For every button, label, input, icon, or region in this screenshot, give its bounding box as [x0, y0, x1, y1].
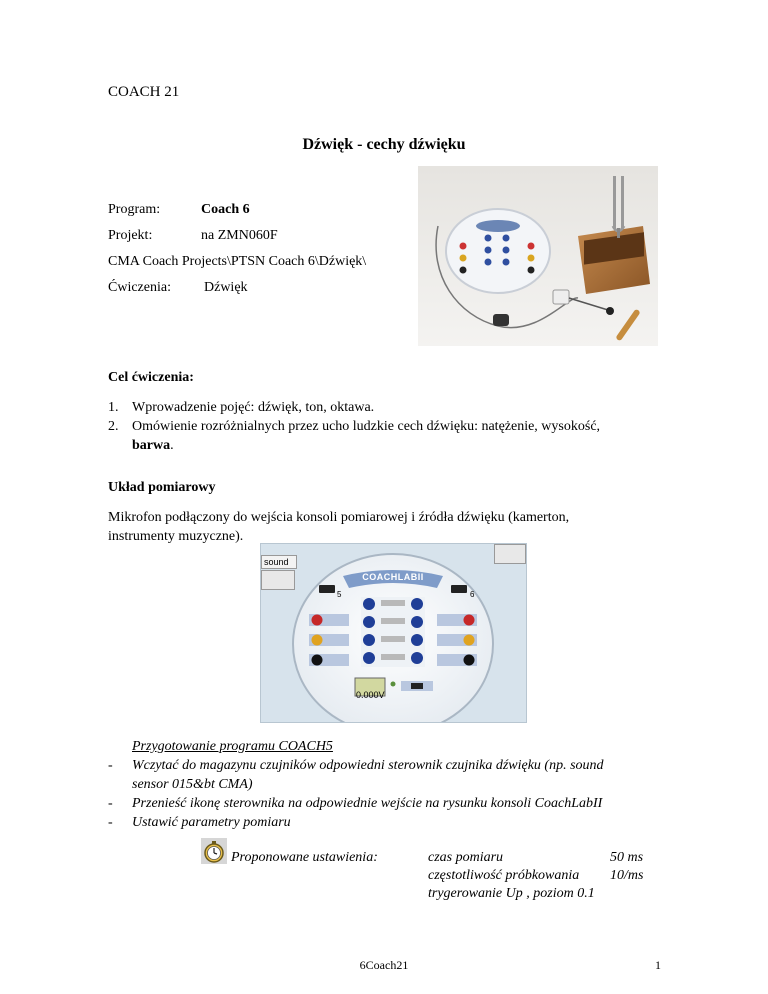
project-label: Projekt: — [108, 228, 153, 243]
exercises-label: Ćwiczenia: — [108, 280, 171, 295]
goal-item-1: Wprowadzenie pojęć: dźwięk, ton, oktawa. — [132, 400, 375, 415]
port-6-label: 6 — [470, 590, 475, 599]
page-number: 1 — [655, 958, 661, 972]
measure-time-label: czas pomiaru — [428, 850, 504, 865]
setup-desc-line1: Mikrofon podłączony do wejścia konsoli pomiarowej i źródła dźwięku (kamerton, — [108, 510, 570, 525]
prep-bullet-3: Ustawić parametry pomiaru — [132, 815, 291, 830]
footer-filename: 6Coach21 — [359, 958, 409, 972]
sensor-slot-empty-left[interactable] — [261, 570, 295, 590]
sampling-label: częstotliwość próbkowania — [428, 868, 580, 883]
goal-item-1-num: 1. — [108, 400, 119, 415]
goal-item-2: Omówienie rozróżnialnych przez ucho ludzkie cech dźwięku: natężenie, wysokość, — [132, 419, 601, 434]
equipment-photo — [418, 166, 658, 346]
goal-item-2-cont — [132, 438, 174, 454]
prep-bullet-1-cont: sensor 015&bt CMA) — [132, 777, 253, 792]
sampling-value: 10/ms — [610, 868, 644, 883]
goal-item-2-num: 2. — [108, 419, 119, 434]
goal-item-2-cont-bold: barwa — [132, 438, 171, 453]
course-code: COACH 21 — [108, 84, 180, 100]
sensor-slot-label: sound — [261, 555, 297, 569]
stopwatch-icon — [201, 838, 227, 864]
coachlab-console-figure — [260, 543, 527, 723]
program-label: Program: — [108, 202, 161, 217]
project-value: na ZMN060F — [201, 228, 278, 243]
goal-item-2-cont-end: . — [170, 438, 174, 453]
setup-heading: Układ pomiarowy — [108, 480, 216, 495]
console-drawing — [261, 544, 526, 722]
setup-desc-line2: instrumenty muzyczne). — [108, 529, 244, 544]
prep-bullet-2-dash: - — [108, 796, 113, 811]
prep-heading: Przygotowanie programu COACH5 — [132, 739, 333, 754]
page-title: Dźwięk - cechy dźwięku — [302, 136, 466, 153]
trigger-setting: trygerowanie Up , poziom 0.1 — [428, 886, 595, 901]
program-value: Coach 6 — [201, 202, 250, 217]
measure-time-value: 50 ms — [610, 850, 644, 865]
settings-label: Proponowane ustawienia: — [231, 850, 378, 865]
console-logo: COACHLABII — [362, 572, 424, 582]
prep-bullet-1: Wczytać do magazynu czujników odpowiedni sterownik czujnika dźwięku (np. sound — [132, 758, 604, 773]
prep-bullet-2: Przenieść ikonę sterownika na odpowiednie wejście na rysunku konsoli CoachLabII — [132, 796, 603, 811]
sensor-slot-empty-right[interactable] — [494, 544, 526, 564]
voltage-readout: 0.000V — [356, 690, 385, 700]
prep-bullet-1-dash: - — [108, 758, 113, 773]
prep-bullet-3-dash: - — [108, 815, 113, 830]
goal-heading: Cel ćwiczenia: — [108, 370, 194, 385]
exercises-value: Dźwięk — [204, 280, 248, 295]
port-5-label: 5 — [337, 590, 342, 599]
project-path: CMA Coach Projects\PTSN Coach 6\Dźwięk\ — [108, 254, 367, 269]
